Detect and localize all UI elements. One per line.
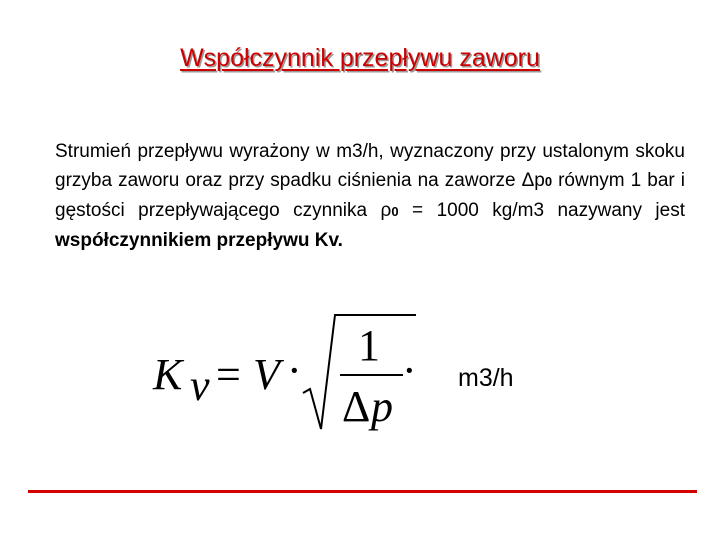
formula-v: V [253,350,280,399]
unit-label: m3/h [458,364,514,392]
subscript-zero: 0 [391,204,399,219]
kv-formula [150,305,450,440]
formula-equals: = [216,350,241,399]
formula-graphic [150,305,450,440]
paragraph-bold-term: współczynnikiem przepływu Kv. [55,230,343,251]
subscript-zero: 0 [544,174,553,189]
formula-dot-2: · [402,346,417,395]
slide-title: Współczynnik przepływu zaworu [180,44,540,72]
paragraph-text-3: = 1000 kg/m3 nazywany jest [398,200,685,221]
bottom-divider [28,490,697,493]
definition-paragraph [55,137,685,255]
formula-dot-1: · [287,346,302,395]
formula-k: K [153,350,183,399]
formula-p: p [371,382,393,431]
formula-subscript-v: v [190,361,210,410]
formula-numerator: 1 [358,321,380,370]
paragraph-text-2: równym 1 bar i gęstości przepływającego czynnika ρ [55,170,685,221]
formula-delta: Δ [342,382,371,431]
paragraph-text-1: Strumień przepływu wyrażony w m3/h, wyznaczony przy ustalonym skoku grzyba zaworu oraz przy spadku ciśnienia na zaworze Δp [55,141,685,191]
